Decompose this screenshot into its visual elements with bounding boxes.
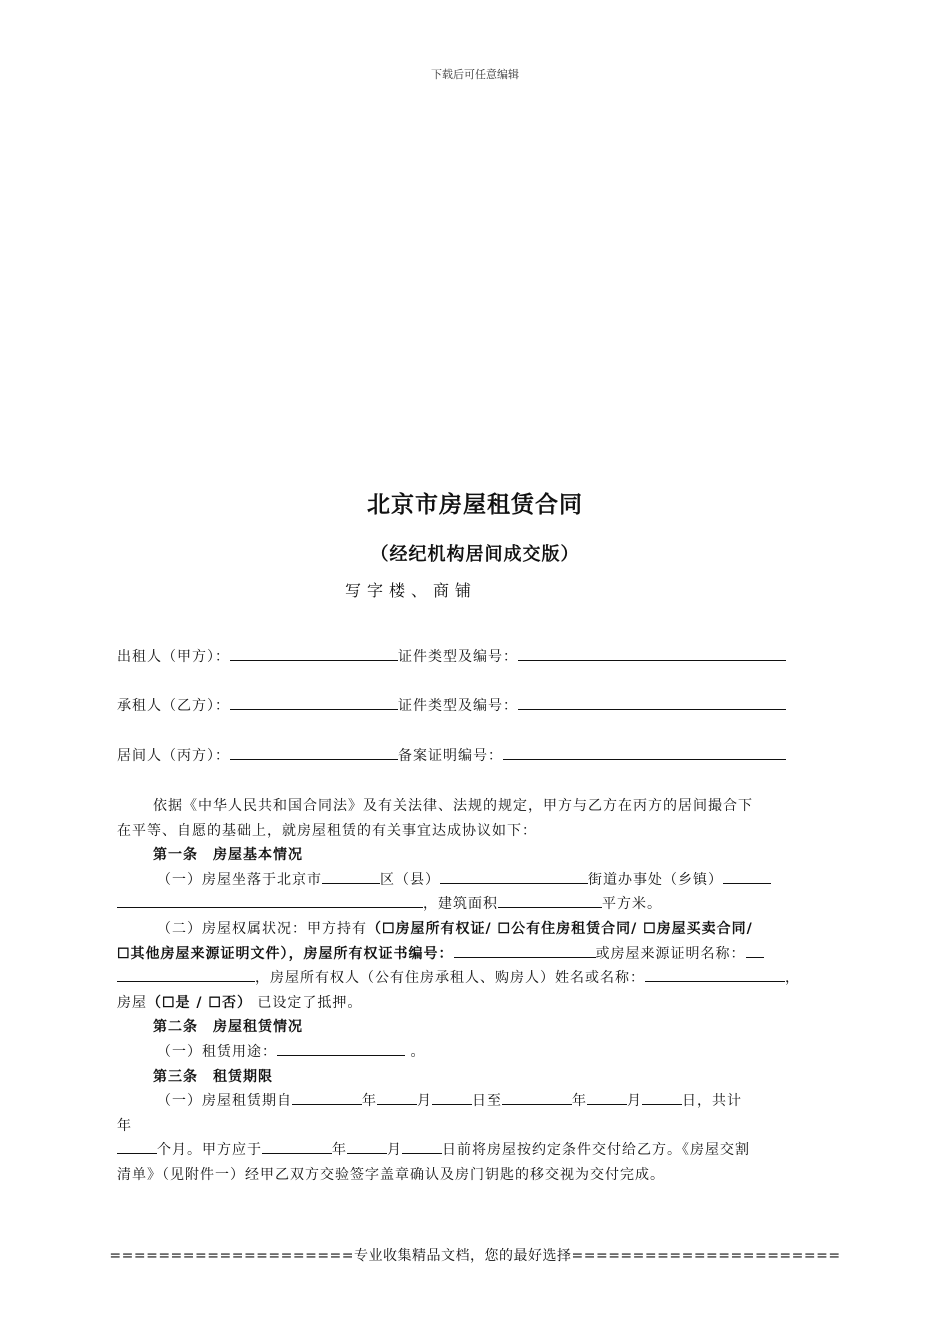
preamble-line: 依据《中华人民共和国合同法》及有关法律、法规的规定，甲方与乙方在丙方的居间撮合下 bbox=[153, 798, 753, 814]
blank-field[interactable] bbox=[377, 1089, 417, 1105]
party-broker-row bbox=[117, 744, 786, 766]
clause-text: 街道办事处（乡镇） bbox=[588, 871, 723, 888]
party-label: 承租人（乙方）： bbox=[117, 698, 230, 714]
clause-text: （一）房屋租赁期自 bbox=[157, 1093, 292, 1110]
checkbox-options[interactable]: （☐房屋所有权证/ ☐公有住房租赁合同/ ☐房屋买卖合同/ bbox=[367, 920, 753, 937]
blank-field[interactable] bbox=[230, 694, 398, 710]
clause-text: （一）租赁用途： bbox=[157, 1043, 277, 1060]
blank-field[interactable] bbox=[587, 1089, 627, 1105]
article-1-heading: 第一条 房屋基本情况 bbox=[153, 847, 303, 864]
blank-field[interactable] bbox=[502, 1089, 572, 1105]
blank-field[interactable] bbox=[117, 892, 423, 908]
checkbox-options[interactable]: ☐其他房屋来源证明文件） bbox=[117, 945, 289, 962]
party-label: 出租人（甲方）： bbox=[117, 649, 230, 665]
footer-banner: ====================专业收集精品文档，您的最好选择====================== bbox=[109, 1248, 841, 1264]
blank-field[interactable] bbox=[230, 744, 398, 760]
blank-field[interactable] bbox=[518, 645, 786, 661]
blank-field[interactable] bbox=[277, 1040, 405, 1056]
blank-field[interactable] bbox=[117, 1138, 157, 1154]
clause-text: 房屋 bbox=[117, 994, 147, 1011]
blank-field[interactable] bbox=[746, 942, 764, 958]
clause-text: 。 bbox=[405, 1043, 426, 1060]
article-2-clause-1 bbox=[117, 1040, 837, 1065]
clause-text: ， bbox=[785, 970, 800, 987]
blank-field[interactable] bbox=[402, 1138, 442, 1154]
blank-field[interactable] bbox=[262, 1138, 332, 1154]
clause-text: 已设定了抵押。 bbox=[251, 994, 363, 1011]
blank-field[interactable] bbox=[503, 744, 786, 760]
blank-field[interactable] bbox=[440, 868, 588, 884]
clause-text: 日至 bbox=[472, 1093, 502, 1110]
article-3-clause-1-cont: 清单》（见附件一）经甲乙双方交验签字盖章确认及房门钥匙的移交视为交付完成。 bbox=[117, 1166, 665, 1183]
article-1-clause-1 bbox=[117, 868, 837, 893]
id-label: 备案证明编号： bbox=[398, 748, 503, 764]
clause-text: 日，共计 bbox=[682, 1093, 742, 1110]
id-label: 证件类型及编号： bbox=[398, 698, 518, 714]
clause-text: 或房屋来源证明名称： bbox=[595, 945, 746, 962]
party-lessee-row bbox=[117, 694, 786, 716]
clause-text: 区（县） bbox=[380, 871, 440, 888]
contract-body bbox=[117, 794, 837, 1188]
article-2-heading: 第二条 房屋租赁情况 bbox=[153, 1019, 303, 1036]
clause-text: 个月。甲方应于 bbox=[157, 1142, 262, 1159]
blank-field[interactable] bbox=[723, 868, 771, 884]
blank-field[interactable] bbox=[117, 966, 255, 982]
party-label: 居间人（丙方）： bbox=[117, 748, 230, 764]
clause-text: ，建筑面积 bbox=[423, 896, 498, 913]
blank-field[interactable] bbox=[454, 942, 596, 958]
article-3-heading: 第三条 租赁期限 bbox=[153, 1068, 273, 1085]
clause-text: ，房屋所有权证书编号： bbox=[288, 945, 454, 962]
clause-text: （一）房屋坐落于北京市 bbox=[157, 871, 322, 888]
document-title: 北京市房屋租赁合同 bbox=[367, 491, 583, 518]
clause-text: 年 bbox=[572, 1093, 587, 1110]
blank-field[interactable] bbox=[645, 966, 785, 982]
article-3-clause-1-cont bbox=[117, 1138, 837, 1163]
document-subtitle: （经纪机构居间成交版） bbox=[370, 544, 580, 565]
blank-field[interactable] bbox=[642, 1089, 682, 1105]
clause-text: ，房屋所有权人（公有住房承租人、购房人）姓名或名称： bbox=[255, 970, 645, 987]
id-label: 证件类型及编号： bbox=[398, 649, 518, 665]
clause-text: 平方米。 bbox=[602, 896, 662, 913]
blank-field[interactable] bbox=[518, 694, 786, 710]
clause-text: 年 bbox=[362, 1093, 377, 1110]
article-1-clause-2-cont bbox=[117, 942, 837, 967]
blank-field[interactable] bbox=[322, 868, 380, 884]
header-note: 下载后可任意编辑 bbox=[431, 68, 519, 81]
clause-text: 月 bbox=[627, 1093, 642, 1110]
blank-field[interactable] bbox=[432, 1089, 472, 1105]
article-1-clause-2-cont bbox=[117, 991, 837, 1016]
blank-field[interactable] bbox=[498, 892, 602, 908]
preamble-line: 在平等、自愿的基础上，就房屋租赁的有关事宜达成协议如下： bbox=[117, 822, 537, 839]
clause-text: 月 bbox=[417, 1093, 432, 1110]
blank-field[interactable] bbox=[347, 1138, 387, 1154]
clause-text: 月 bbox=[387, 1142, 402, 1159]
article-3-clause-1-cont: 年 bbox=[117, 1117, 132, 1134]
article-3-clause-1 bbox=[117, 1089, 837, 1114]
clause-text: （二）房屋权属状况：甲方持有 bbox=[157, 920, 367, 937]
article-1-clause-1-cont bbox=[117, 892, 837, 917]
blank-field[interactable] bbox=[230, 645, 398, 661]
party-lessor-row bbox=[117, 645, 786, 667]
property-type-note: 写字楼、商铺 bbox=[345, 581, 478, 600]
checkbox-options[interactable]: （☐是 / ☐否） bbox=[147, 994, 252, 1011]
blank-field[interactable] bbox=[292, 1089, 362, 1105]
article-1-clause-2-cont bbox=[117, 966, 837, 991]
clause-text: 年 bbox=[332, 1142, 347, 1159]
article-1-clause-2 bbox=[117, 917, 837, 942]
clause-text: 日前将房屋按约定条件交付给乙方。《房屋交割 bbox=[442, 1142, 750, 1159]
